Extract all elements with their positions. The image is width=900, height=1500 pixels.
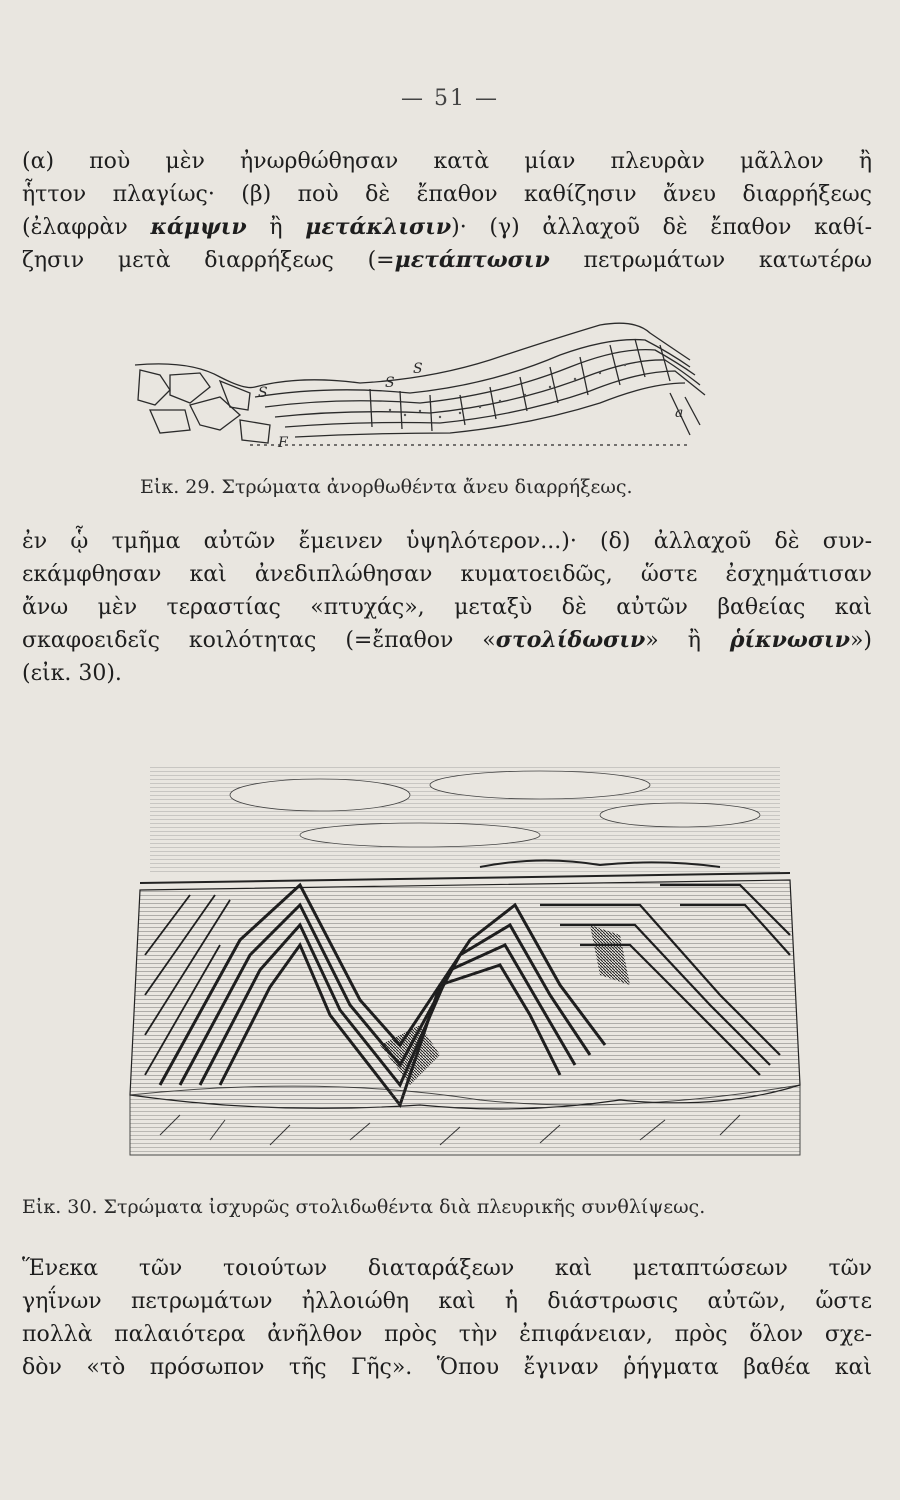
text-line bbox=[22, 211, 872, 244]
text-run: » ἢ bbox=[645, 628, 730, 653]
text-run: ἧττον πλαγίως· (β) ποὺ δὲ ἔπαθον καθίζησιν ἄνευ διαρρήξεως bbox=[22, 182, 872, 207]
term-metaklisin: μετάκλισιν bbox=[305, 214, 452, 240]
text-run: σκαφοειδεῖς κοιλότητας (=ἔπαθον « bbox=[22, 628, 496, 653]
text-run: πετρωμάτων κατωτέρω bbox=[549, 248, 872, 273]
text-line bbox=[22, 624, 872, 657]
term-metaptosin: μετάπτωσιν bbox=[394, 247, 550, 273]
fig29-label: S bbox=[258, 385, 268, 401]
figure-29-drawing bbox=[130, 315, 710, 455]
text-run: ») bbox=[849, 628, 872, 653]
text-run: )· (γ) ἀλλαχοῦ δὲ ἔπαθον καθί- bbox=[451, 215, 872, 240]
paragraph-1 bbox=[22, 145, 872, 277]
figure-29-caption: Εἰκ. 29. Στρώματα ἀνορθωθέντα ἄνευ διαρρήξεως. bbox=[140, 476, 633, 498]
text-run: ἐν ᾧ τμῆμα αὐτῶν ἔμεινεν ὑψηλότερον...)· (δ) ἀλλαχοῦ δὲ συν- bbox=[22, 529, 872, 554]
text-line: γηΐνων πετρωμάτων ἠλλοιώθη καὶ ἡ διάστρωσις αὐτῶν, ὥστε bbox=[22, 1289, 872, 1314]
fig29-label: S bbox=[413, 361, 423, 377]
text-line bbox=[22, 178, 872, 211]
text-run: ζησιν μετὰ διαρρήξεως (= bbox=[22, 248, 395, 273]
text-line bbox=[22, 558, 872, 591]
text-run: (α) ποὺ μὲν ἠνωρθώθησαν κατὰ μίαν πλευρὰν μᾶλλον ἢ bbox=[22, 149, 872, 174]
text-run: (ἐλαφρὰν bbox=[22, 215, 151, 240]
paragraph-3 bbox=[22, 1252, 872, 1384]
text-line: δὸν «τὸ πρόσωπον τῆς Γῆς». Ὅπου ἔγιναν ῥήγματα βαθέα καὶ bbox=[22, 1355, 872, 1380]
figure-30-drawing bbox=[120, 755, 810, 1180]
text-line bbox=[22, 244, 872, 277]
fig29-label: S bbox=[385, 375, 395, 391]
text-line: Ἕνεκα τῶν τοιούτων διαταράξεων καὶ μεταπτώσεων τῶν bbox=[22, 1256, 872, 1281]
figure-30-caption: Εἰκ. 30. Στρώματα ἰσχυρῶς στολιδωθέντα διὰ πλευρικῆς συνθλίψεως. bbox=[22, 1196, 706, 1218]
text-line bbox=[22, 525, 872, 558]
paragraph-2 bbox=[22, 525, 872, 690]
page-number: — 51 — bbox=[401, 86, 499, 111]
term-stolidosin: στολίδωσιν bbox=[495, 627, 646, 653]
text-line bbox=[22, 591, 872, 624]
figure-29-strata-illustration bbox=[130, 315, 710, 455]
text-line bbox=[22, 657, 872, 690]
fig29-label: F bbox=[278, 435, 288, 451]
figure-30-folded-strata-engraving bbox=[120, 755, 810, 1180]
text-run: (εἰκ. 30). bbox=[22, 661, 122, 686]
text-run: εκάμφθησαν καὶ ἀνεδιπλώθησαν κυματοειδῶς, ὥστε ἐσχημάτισαν bbox=[22, 562, 872, 587]
text-run: ἢ bbox=[246, 215, 306, 240]
text-line bbox=[22, 145, 872, 178]
term-kampsin: κάμψιν bbox=[150, 214, 247, 240]
text-run: ἄνω μὲν τεραστίας «πτυχάς», μεταξὺ δὲ αὐτῶν βαθείας καὶ bbox=[22, 595, 872, 620]
term-riknosin: ῥίκνωσιν bbox=[729, 627, 850, 653]
fig29-label: a bbox=[675, 405, 684, 421]
text-line: πολλὰ παλαιότερα ἀνῆλθον πρὸς τὴν ἐπιφάνειαν, πρὸς ὅλον σχε- bbox=[22, 1322, 872, 1347]
